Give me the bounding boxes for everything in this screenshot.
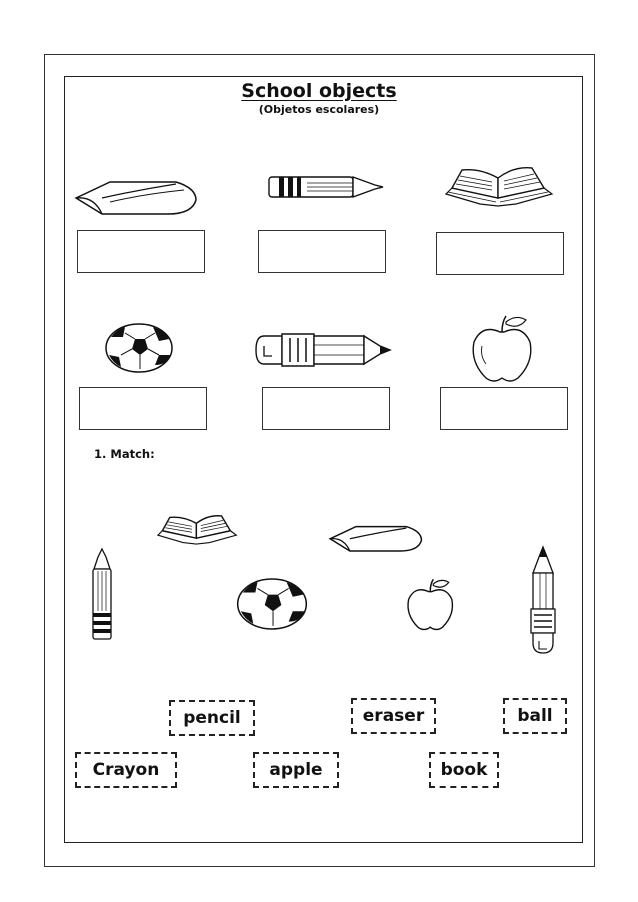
match-crayon-icon	[90, 547, 114, 641]
match-apple-icon	[404, 576, 458, 632]
answer-box-ball[interactable]	[79, 387, 207, 430]
word-card-pencil[interactable]: pencil	[169, 700, 255, 736]
word-card-eraser[interactable]: eraser	[351, 698, 436, 734]
apple-icon	[468, 312, 538, 384]
eraser-icon	[72, 176, 198, 218]
match-pencil-icon	[529, 545, 557, 655]
word-card-book[interactable]: book	[429, 752, 499, 788]
worksheet-title: School objects	[241, 80, 397, 102]
worksheet-subtitle: (Objetos escolares)	[258, 103, 380, 116]
word-card-apple[interactable]: apple	[253, 752, 339, 788]
answer-box-apple[interactable]	[440, 387, 568, 430]
ball-icon	[105, 323, 173, 373]
pencil-icon	[254, 330, 392, 370]
match-ball-icon	[236, 578, 308, 630]
book-icon	[440, 164, 555, 210]
answer-box-book[interactable]	[436, 232, 564, 275]
word-card-ball[interactable]: ball	[503, 698, 567, 734]
word-card-crayon[interactable]: Crayon	[75, 752, 177, 788]
answer-box-crayon[interactable]	[258, 230, 386, 273]
answer-box-eraser[interactable]	[77, 230, 205, 273]
answer-box-pencil[interactable]	[262, 387, 390, 430]
match-instruction: 1. Match:	[94, 447, 155, 461]
match-book-icon	[152, 513, 240, 547]
match-eraser-icon	[327, 522, 423, 554]
crayon-icon	[267, 173, 385, 201]
